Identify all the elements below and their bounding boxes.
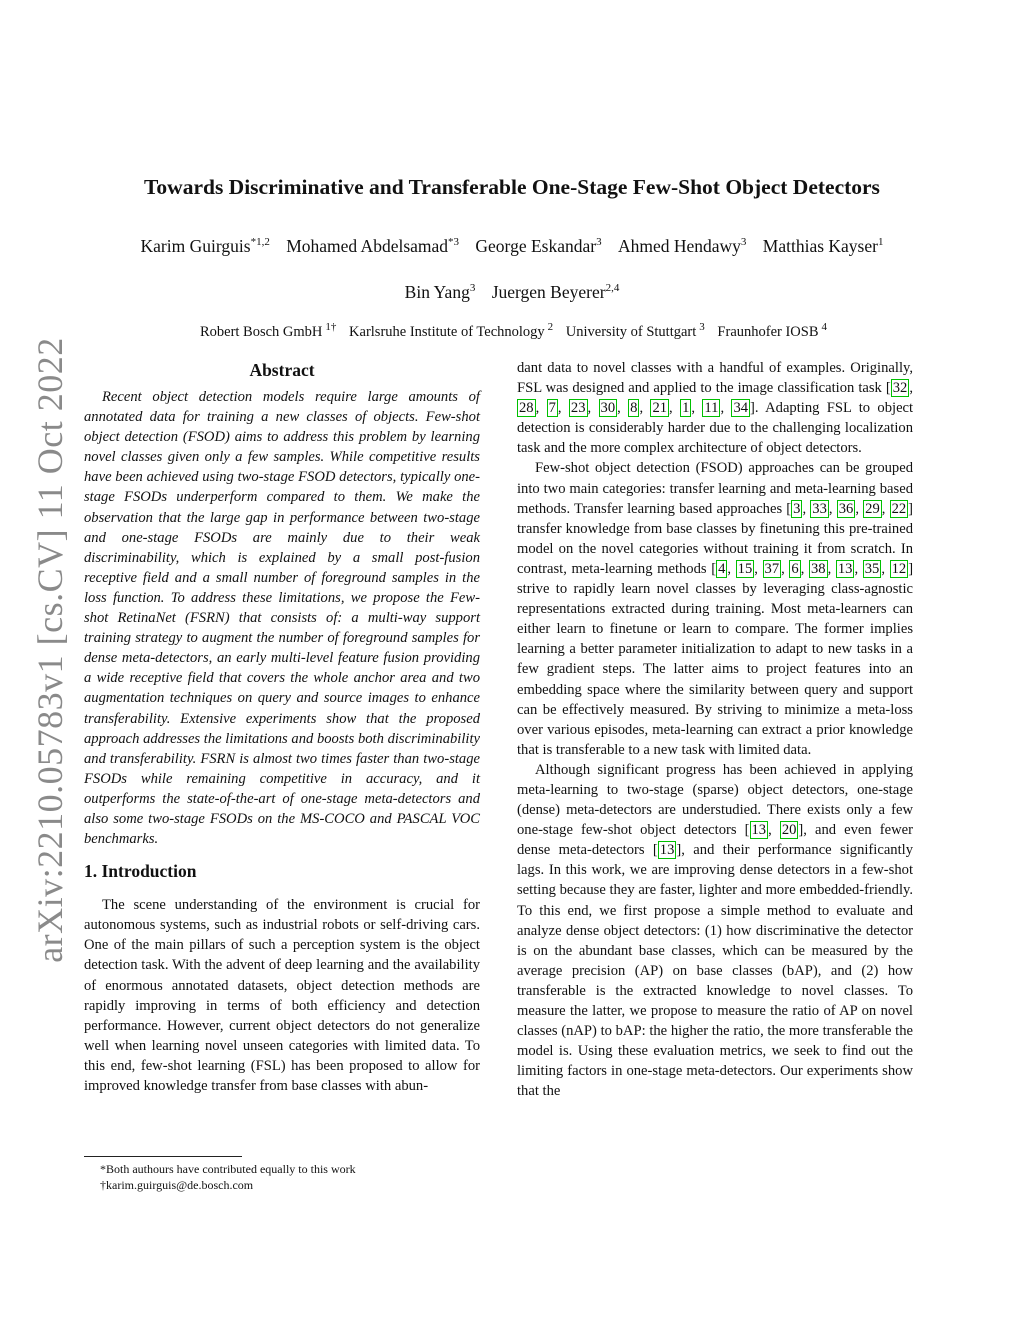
affiliation-superscript: 4 xyxy=(821,321,828,334)
author-superscript: 3 xyxy=(740,236,747,249)
arxiv-id-text: arXiv:2210.05783v1 [cs.CV] 11 Oct 2022 xyxy=(30,337,70,963)
citation-link[interactable]: 6 xyxy=(791,560,799,577)
citation-link[interactable]: 29 xyxy=(865,500,880,517)
citation-group: 4 , 15 , 37 , 6 , 38 , 13 , 35 , 12 xyxy=(718,560,907,577)
footnote-equal-contribution: *Both authours have contributed equally to this work xyxy=(100,1162,356,1176)
dense-detectors-paragraph xyxy=(517,760,913,1102)
citation-link[interactable]: 30 xyxy=(600,400,616,417)
citation-link[interactable]: 11 xyxy=(704,400,719,417)
fsod-paragraph xyxy=(517,458,913,759)
citation-link[interactable]: 3 xyxy=(793,500,801,517)
affiliation xyxy=(346,321,554,340)
citation-link[interactable]: 22 xyxy=(891,500,907,517)
paragraph-text: dant data to novel classes with a handful of examples. Originally, FSL was designed and applied to the image classification task [ xyxy=(517,360,913,397)
citation-link[interactable]: 34 xyxy=(733,400,749,417)
affiliation-name: Robert Bosch GmbH xyxy=(199,324,323,340)
affiliation xyxy=(563,321,705,340)
citation-link[interactable]: 15 xyxy=(737,560,753,577)
citation-link[interactable]: 32 xyxy=(892,380,908,397)
footnotes xyxy=(84,1161,480,1193)
author-name: Matthias Kayser xyxy=(762,236,878,256)
paragraph-text: Few-shot object detection (FSOD) approaches can be grouped into two main categories: transfer learning and meta-learning based methods. Transfer learning based approaches [ xyxy=(517,460,913,517)
authors-row-1 xyxy=(80,234,944,258)
author xyxy=(141,236,270,256)
author-name: Juergen Beyerer xyxy=(491,282,606,302)
abstract-text: Recent object detection models require large amounts of annotated data for training a new classes of objects. Few-shot object detection (FSOD) aims to address this problem by learning novel classes given only a few samples. While competitive results have been achieved using two-stage FSOD detectors, typically one-stage FSODs underperform compared to them. We make the observation that the large gap in performance between two-stage and one-stage FSODs are mainly due to their weak discriminability, which is explained by a small post-fusion receptive field and a small number of foreground samples in the loss function. To address these limitations, we propose the Few-shot RetinaNet (FSRN) that consists of: a multi-way support training strategy to augment the number of foreground samples for dense meta-detectors, an early multi-level feature fusion providing a wide receptive field that covers the whole anchor area and two augmentation techniques on query and source images to enhance transferability. Extensive experiments show that the proposed approach addresses the limitations and boosts both discriminability and transferability. FSRN is almost two times faster than two-stage FSODs while remaining competitive in accuracy, and it outperforms the state-of-the-art of one-stage meta-detectors and also some two-stage FSODs on the MS-COCO and PASCAL VOC benchmarks. xyxy=(84,389,480,848)
paragraph-text: ]. Adapting FSL to object detection is considerably harder due to the challenging localization task and the more complex architecture of object detectors. xyxy=(517,400,914,457)
author-name: Mohamed Abdelsamad xyxy=(286,236,449,256)
affiliation-name: Fraunhofer IOSB xyxy=(717,324,819,340)
author xyxy=(492,282,620,302)
citation-link[interactable]: 12 xyxy=(891,560,907,577)
left-column xyxy=(84,358,480,1096)
author xyxy=(405,282,476,302)
author-name: Karim Guirguis xyxy=(140,236,251,256)
footnote-rule xyxy=(84,1156,242,1157)
citation-link[interactable]: 28 xyxy=(519,400,534,417)
author-superscript: 3 xyxy=(596,236,602,249)
citation-link[interactable]: 37 xyxy=(764,560,780,577)
paragraph-text: ], and even fewer dense meta-detectors [ xyxy=(517,822,913,859)
affiliations xyxy=(80,322,944,342)
citation-link[interactable]: 7 xyxy=(548,400,556,417)
citation-group: 13 , 20 xyxy=(751,822,797,839)
affiliation xyxy=(714,321,828,340)
paragraph-text: Although significant progress has been achieved in applying meta-learning to two-stage (sparse) object detectors, one-stage (dense) meta-detectors are understudied. There exists only a few one-stage few-shot object detectors [ xyxy=(517,761,913,839)
citation-link[interactable]: 8 xyxy=(630,400,638,417)
citation-link[interactable]: 13 xyxy=(837,560,853,577)
author-superscript: 2,4 xyxy=(605,282,620,295)
author xyxy=(475,236,601,256)
paragraph-text: ] strive to rapidly learn novel classes by leveraging class-agnostic representations extracted during training. Most meta-learners can either learn to finetune or learn to compare. The former implies learning a better parameter initialization to adapt to new tasks in a few gradient steps. The latter aims to project features into an embedding space where the similarity between query and support can be effectively measured. By striving to minimize a meta-loss over various episodes, meta-learning can extract a prior knowledge that is transferable to a new task with limited data. xyxy=(517,560,914,758)
affiliation xyxy=(197,321,337,340)
footnote-email: †karim.guirguis@de.bosch.com xyxy=(100,1178,254,1192)
citation-link[interactable]: 21 xyxy=(652,400,668,417)
citation-link[interactable]: 23 xyxy=(570,400,586,417)
author xyxy=(763,236,884,256)
citation-link[interactable]: 38 xyxy=(810,560,826,577)
author-superscript: 1 xyxy=(877,236,884,249)
authors-row-2 xyxy=(80,280,944,304)
paper-title: Towards Discriminative and Transferable One-Stage Few-Shot Object Detectors xyxy=(144,175,880,199)
introduction-heading: 1. Introduction xyxy=(84,861,197,882)
author-name: Bin Yang xyxy=(404,282,470,302)
paragraph-text: ], and their performance significantly lags. In this work, we are improving dense detectors in a few-shot setting because they are faster, lighter and more embedded-friendly. To this end, we first propose a simple method to evaluate and analyze dense object detectors: (1) how discriminative the detector is on the abundant base classes, which can be measured by the average precision (AP) on base classes (bAP), and (2) how transferable is the extracted knowledge to novel classes. To measure the latter, we propose to measure the ratio of AP on novel classes (nAP) to bAP: the higher the ratio, the more transferable the model is. Using these evaluation metrics, we seek to find out the limiting factors in one-stage meta-detectors. Our experiments show that the xyxy=(517,842,914,1100)
arxiv-identifier-stamp xyxy=(30,337,70,963)
affiliation-superscript: 1† xyxy=(325,321,337,334)
citation-group: 3 , 33 , 36 , 29 , 22 xyxy=(793,500,907,517)
affiliation-name: University of Stuttgart xyxy=(565,324,697,340)
intro-paragraph-1: The scene understanding of the environment is crucial for autonomous systems, such as industrial robots or self-driving cars. One of the main pillars of such a perception system is the object detection task. With the advent of deep learning and the availability of enormous annotated datasets, object detection methods are rapidly improving in terms of both efficiency and detection performance. However, current object detectors do not generalize well when learning novel unseen categories with limited data. To this end, few-shot learning (FSL) has been proposed to allow for improved knowledge transfer from base classes with abun- xyxy=(84,897,480,1094)
author-name: George Eskandar xyxy=(475,236,597,256)
paragraph-text: ] transfer knowledge from base classes by finetuning this pre-trained model on the novel categories without training it from scratch. In contrast, meta-learning methods [ xyxy=(517,500,914,577)
abstract-heading: Abstract xyxy=(249,360,315,380)
citation-link[interactable]: 1 xyxy=(682,400,690,417)
author-superscript: 3 xyxy=(469,282,476,295)
author-name: Ahmed Hendawy xyxy=(617,236,741,256)
author xyxy=(618,236,746,256)
citation-link[interactable]: 13 xyxy=(659,842,675,859)
citation-link[interactable]: 20 xyxy=(781,822,797,839)
affiliation-superscript: 3 xyxy=(699,321,705,334)
affiliation-name: Karlsruhe Institute of Technology xyxy=(349,324,545,340)
right-column xyxy=(517,358,913,1101)
citation-link[interactable]: 33 xyxy=(812,500,827,517)
author-superscript: *3 xyxy=(448,236,460,249)
citation-group: 32 , 28 , 7 , 23 , 30 , 8 , 21 , 1 , 11 , 34 xyxy=(519,380,913,417)
citation-link[interactable]: 4 xyxy=(718,560,726,577)
affiliation-superscript: 2 xyxy=(547,321,554,334)
citation-link[interactable]: 36 xyxy=(838,500,854,517)
intro-paragraph-continued xyxy=(517,358,913,458)
author-superscript: *1,2 xyxy=(250,236,270,249)
citation-link[interactable]: 13 xyxy=(751,822,767,839)
author xyxy=(286,236,459,256)
citation-link[interactable]: 35 xyxy=(864,560,880,577)
